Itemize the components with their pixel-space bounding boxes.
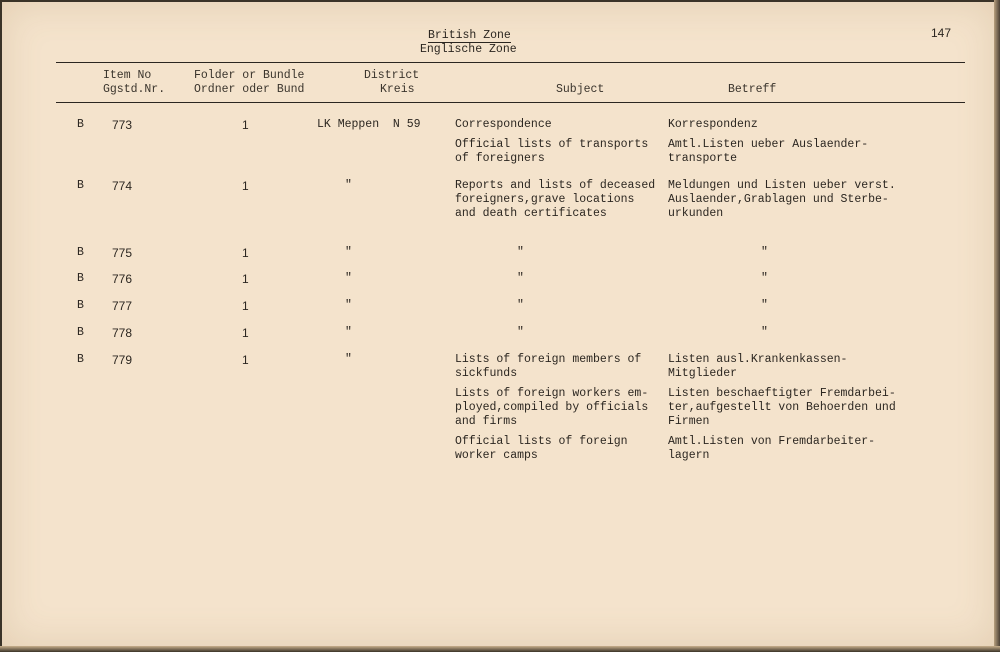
col-header-folder-de: Ordner oder Bund — [194, 83, 305, 96]
row-prefix: B — [77, 272, 84, 285]
district-ditto: " — [345, 246, 352, 259]
item-number: 778 — [112, 326, 133, 340]
col-header-folder-en: Folder or Bundle — [194, 69, 305, 82]
district: LK Meppen N 59 — [317, 118, 421, 131]
col-header-district-en: District — [364, 69, 420, 82]
page-edge-right — [994, 0, 1000, 652]
folder-count: 1 — [242, 272, 249, 286]
subject-text: Lists of foreign members of sickfunds — [455, 353, 642, 380]
subject-text: Correspondence — [455, 118, 552, 131]
betreff-ditto: " — [761, 272, 768, 285]
betreff-text: Korrespondenz — [668, 118, 758, 131]
district-ditto: " — [345, 353, 352, 366]
col-header-item-en: Item No — [103, 69, 152, 82]
row-prefix: B — [77, 353, 84, 366]
betreff-ditto: " — [761, 246, 768, 259]
col-header-subject: Subject — [556, 83, 605, 96]
row-prefix: B — [77, 118, 84, 131]
item-number: 777 — [112, 299, 133, 313]
subject-text: Lists of foreign workers em- ployed,compiled by officials and firms — [455, 387, 649, 428]
subject-text: Reports and lists of deceased foreigners,grave locations and death certificates — [455, 179, 656, 220]
subject-text: Official lists of foreign worker camps — [455, 435, 628, 462]
item-number: 773 — [112, 118, 133, 132]
folder-count: 1 — [242, 118, 249, 132]
item-number: 779 — [112, 353, 133, 367]
header-bottom-rule — [56, 102, 965, 103]
zone-title: British Zone — [428, 29, 511, 42]
district-ditto: " — [345, 299, 352, 312]
page-number: 147 — [931, 26, 952, 40]
subject-ditto: " — [517, 299, 524, 312]
subject-ditto: " — [517, 246, 524, 259]
row-prefix: B — [77, 326, 84, 339]
district-ditto: " — [345, 179, 352, 192]
folder-count: 1 — [242, 326, 249, 340]
row-prefix: B — [77, 246, 84, 259]
folder-count: 1 — [242, 246, 249, 260]
betreff-ditto: " — [761, 299, 768, 312]
document-page — [2, 2, 996, 646]
item-number: 775 — [112, 246, 133, 260]
item-number: 776 — [112, 272, 133, 286]
subject-text: Official lists of transports of foreigners — [455, 138, 649, 165]
zone-subtitle: Englische Zone — [420, 43, 517, 56]
folder-count: 1 — [242, 353, 249, 367]
col-header-district-de: Kreis — [380, 83, 415, 96]
district-ditto: " — [345, 326, 352, 339]
betreff-text: Listen beschaeftigter Fremdarbei- ter,aufgestellt von Behoerden und Firmen — [668, 387, 896, 428]
betreff-text: Listen ausl.Krankenkassen- Mitglieder — [668, 353, 848, 380]
header-top-rule — [56, 62, 965, 63]
folder-count: 1 — [242, 299, 249, 313]
folder-count: 1 — [242, 179, 249, 193]
page-edge-bottom — [0, 646, 1000, 652]
row-prefix: B — [77, 179, 84, 192]
item-number: 774 — [112, 179, 133, 193]
district-ditto: " — [345, 272, 352, 285]
betreff-text: Meldungen und Listen ueber verst. Auslaender,Grablagen und Sterbe- urkunden — [668, 179, 896, 220]
col-header-item-de: Ggstd.Nr. — [103, 83, 166, 96]
subject-ditto: " — [517, 272, 524, 285]
subject-ditto: " — [517, 326, 524, 339]
betreff-ditto: " — [761, 326, 768, 339]
col-header-betreff: Betreff — [728, 83, 777, 96]
betreff-text: Amtl.Listen ueber Auslaender- transporte — [668, 138, 869, 165]
betreff-text: Amtl.Listen von Fremdarbeiter- lagern — [668, 435, 876, 462]
row-prefix: B — [77, 299, 84, 312]
